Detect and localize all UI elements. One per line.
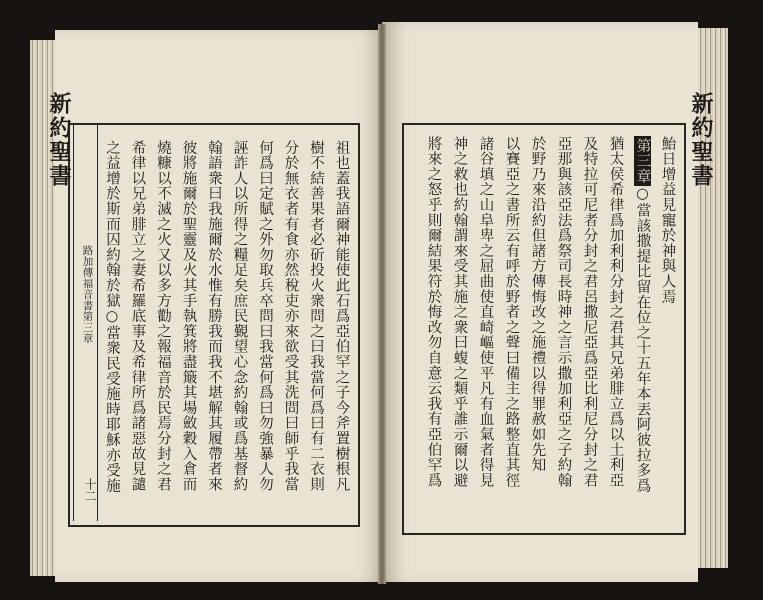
right-column-5: 亞那與該亞法爲祭司長時神之言示撒加利亞之子約翰 <box>555 136 572 488</box>
book-gutter <box>378 24 386 584</box>
right-column-3: 猶太侯希律爲加利利分封之君其兄弟腓立爲以土利亞 <box>607 136 624 488</box>
left-column-8: 燒糠以不滅之火又以多方勸之報福音於民焉分封之君 <box>155 140 171 492</box>
left-column-2: 樹不結善果者必斫投火衆問之曰我當何爲曰有二衣則 <box>308 140 324 492</box>
left-column-1: 祖也蓋我語爾神能使此石爲亞伯罕之子今斧置樹根凡 <box>333 140 350 492</box>
left-page-number: 十二 <box>83 478 97 502</box>
right-column-6: 於野乃來沿約但諸方傳悔改之施禮以得罪赦如先知 <box>529 136 546 473</box>
left-column-7: 彼將施爾於聖靈及火其手執箕將盡簸其場斂穀入倉而 <box>180 140 197 492</box>
left-column-3: 分於無衣者有食亦然稅吏亦來欲受其洗問曰師乎我當 <box>282 140 299 492</box>
right-running-title: 新約聖書 <box>688 92 714 188</box>
left-column-5: 誣詐人以所得之糧足矣庶民覲望心念約翰或爲基督約 <box>231 140 248 492</box>
left-margin-rule <box>73 125 74 521</box>
right-column-2: 第三章○當該撒提比留在位之十五年本丟阿彼拉多爲 <box>634 138 651 494</box>
left-column-9: 希律以兄弟腓立之妻希羅底事及希律所爲諸惡故見譴 <box>129 140 146 492</box>
left-column-10: 之益增於斯而囚約翰於獄○當衆民受施時耶穌亦受施 <box>104 140 120 494</box>
left-margin-rule-inner <box>97 125 98 521</box>
left-section-label: 路加傳福音書第三章 <box>81 245 94 344</box>
right-column-1: 鮐日增益見寵於神與人焉 <box>659 136 676 305</box>
right-column-7: 以賽亞之書所云有呼於野者之聲曰備主之路整直其徑 <box>503 136 520 488</box>
left-column-4: 何爲曰定賦之外勿取兵卒問曰我當何爲曰勿強暴人勿 <box>257 140 273 492</box>
right-column-8: 諸谷填之山阜卑之屈曲使直崎嶇使平凡有血氣者得見 <box>477 136 494 488</box>
left-running-title: 新約聖書 <box>46 92 72 188</box>
left-column-6: 翰語衆曰我施爾於水惟有勝我而我不堪解其履帶者來 <box>206 140 222 492</box>
right-column-10: 將來之怒乎則爾結果符於悔改勿自意云我有亞伯罕爲 <box>425 136 442 488</box>
right-column-9: 神之救也約翰謂來受其施之衆曰蝮之類乎誰示爾以避 <box>451 136 468 488</box>
chapter-label: 第三章 <box>634 138 651 184</box>
right-column-4: 及特拉可尼者分封之君呂撒尼亞爲亞比利尼分封之君 <box>581 136 598 488</box>
